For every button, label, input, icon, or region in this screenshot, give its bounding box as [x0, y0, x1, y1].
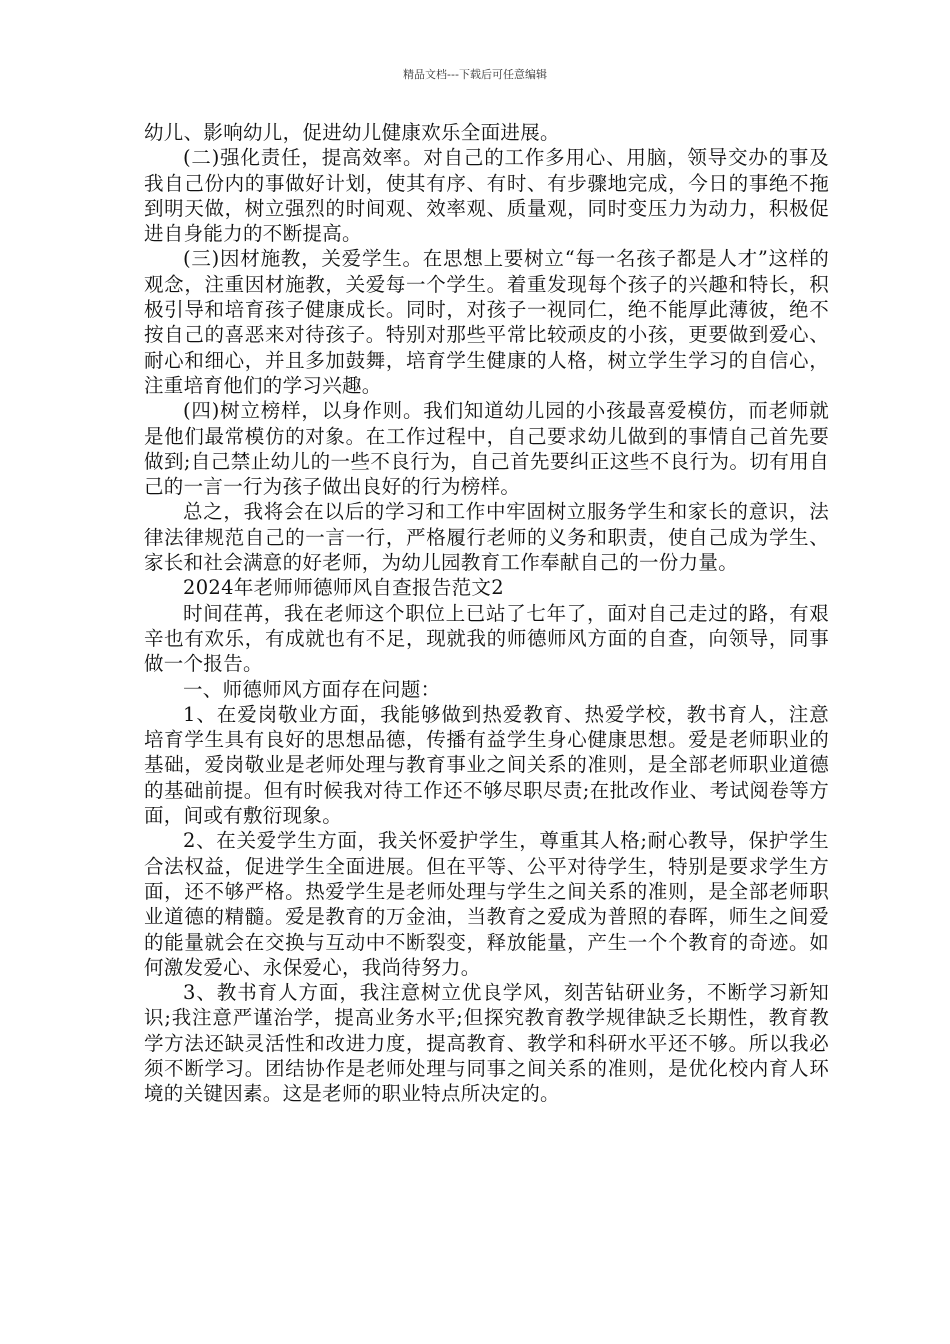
paragraph-role-model: (四)树立榜样，以身作则。我们知道幼儿园的小孩最喜爱模仿，而老师就是他们最常模仿的对象。在工作过程中，自己要求幼儿做到的事情自己首先要做到;自己禁止幼儿的一些不良行为，自己首先要纠正这些不良行为。切有用自己的一言一行为孩子做出良好的行为榜样。: [144, 399, 829, 499]
paragraph-item-3: 3、教书育人方面，我注意树立优良学风，刻苦钻研业务，不断学习新知识;我注意严谨治学，提高业务水平;但探究教育教学规律缺乏长期性，教育教学方法还缺灵活性和改进力度，提高教育、教学和科研水平还不够。所以我必须不断学习。团结协作是老师处理与同事之间关系的准则，是优化校内育人环境的关键因素。这是老师的职业特点所决定的。: [144, 981, 829, 1106]
paragraph-intro: 时间荏苒，我在老师这个职位上已站了七年了，面对自己走过的路，有艰辛也有欢乐，有成就也有不足，现就我的师德师风方面的自查，向领导，同事做一个报告。: [144, 601, 829, 676]
section-title: 2024年老师师德师风自查报告范文2: [183, 576, 504, 600]
paragraph-responsibility: (二)强化责任，提高效率。对自己的工作多用心、用脑，领导交办的事及我自己份内的事做好计划，使其有序、有时、有步骤地完成，今日的事绝不拖到明天做，树立强烈的时间观、效率观、质量观，同时变压力为动力，积极促进自身能力的不断提高。: [144, 146, 829, 246]
paragraph-individualized-teaching: (三)因材施教，关爱学生。在思想上要树立“每一名孩子都是人才”这样的观念，注重因材施教，关爱每一个学生。着重发现每个孩子的兴趣和特长，积极引导和培育孩子健康成长。同时，对孩子一视同仁，绝不能厚此薄彼，绝不按自己的喜恶来对待孩子。特别对那些平常比较顽皮的小孩，更要做到爱心、耐心和细心，并且多加鼓舞，培育学生健康的人格，树立学生学习的自信心，注重培育他们的学习兴趣。: [144, 247, 829, 397]
paragraph-item-2: 2、在关爱学生方面，我关怀爱护学生，尊重其人格;耐心教导，保护学生合法权益，促进学生全面进展。但在平等、公平对待学生，特别是要求学生方面，还不够严格。热爱学生是老师处理与学生之间关系的准则，是全部老师职业道德的精髓。爱是教育的万金油，当教育之爱成为普照的春晖，师生之间爱的能量就会在交换与互动中不断裂变，释放能量，产生一个个教育的奇迹。如何激发爱心、永保爱心，我尚待努力。: [144, 829, 829, 979]
paragraph-conclusion: 总之，我将会在以后的学习和工作中牢固树立服务学生和家长的意识，法律法律规范自己的一言一行，严格履行老师的义务和职责，使自己成为学生、家长和社会满意的好老师，为幼儿园教育工作奉献自己的一份力量。: [144, 500, 829, 575]
paragraph-continuation: 幼儿、影响幼儿，促进幼儿健康欢乐全面进展。: [144, 121, 560, 144]
subheading-problems: 一、师德师风方面存在问题：: [183, 677, 441, 701]
page-header: 精品文档---下载后可任意编辑: [403, 68, 547, 81]
paragraph-item-1: 1、在爱岗敬业方面，我能够做到热爱教育、热爱学校，教书育人，注意培育学生具有良好的思想品德，传播有益学生身心健康思想。爱是老师职业的基础，爱岗敬业是老师处理与教育事业之间关系的准则，是全部老师职业道德的基础前提。但有时候我对待工作还不够尽职尽责;在批改作业、考试阅卷等方面，间或有敷衍现象。: [144, 702, 829, 828]
document-body: [144, 120, 829, 1107]
